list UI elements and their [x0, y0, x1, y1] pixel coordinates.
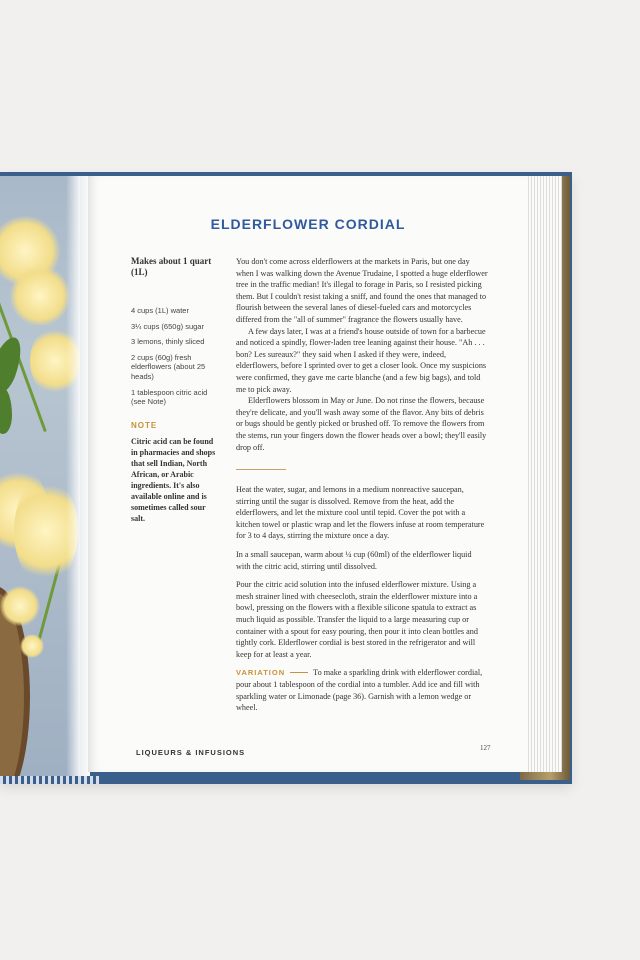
method-step: Heat the water, sugar, and lemons in a medium nonreactive saucepan, stirring until the sugar is dissolved. Remove from the heat, add the elderflowers, and let the mixture cool until tepid. Cover the pot with a kitchen towel or plastic wrap and let the flowers infuse at room temperature for 3 to 4 days, stirring the mixture once a day.: [236, 485, 485, 541]
elderflower-cluster: [20, 634, 44, 658]
variation-rule: [290, 672, 308, 673]
recipe-body: [236, 256, 488, 714]
ingredient-item: 3 lemons, thinly sliced: [131, 337, 205, 347]
recipe-yield: Makes about 1 quart (1L): [131, 256, 212, 277]
recipe-page: [88, 176, 528, 772]
recipe-title: ELDERFLOWER CORDIAL: [210, 216, 406, 232]
ingredient-item: 1 tablespoon citric acid (see Note): [131, 387, 208, 407]
cover-stripe: [0, 776, 100, 784]
footer-section-title: LIQUEURS & INFUSIONS: [136, 748, 246, 757]
page-block-edges: [526, 176, 562, 772]
page-number: 127: [480, 744, 491, 752]
book-gutter: [66, 176, 90, 776]
note-heading: NOTE: [131, 420, 158, 430]
ingredient-item: 2 cups (60g) fresh elderflowers (about 25 heads): [131, 352, 206, 381]
leaf-image: [0, 388, 12, 434]
ingredient-item: 4 cups (1L) water: [131, 306, 189, 315]
intro-paragraph: Elderflowers blossom in May or June. Do not rinse the flowers, because they're delicate, and you'll wash away some of the flavor. Any bits of debris or bugs should be gently picked or brushed off. To remove the flowers from the stems, run your fingers down the flower heads over a bowl; they'll easily drop off.: [236, 396, 487, 452]
method-step: In a small saucepan, warm about ¼ cup (60ml) of the elderflower liquid with the citric acid, stirring until dissolved.: [236, 550, 472, 571]
variation-paragraph: [236, 667, 488, 713]
ingredient-item: 3¼ cups (650g) sugar: [131, 321, 204, 331]
elderflower-cluster: [0, 586, 40, 626]
method-step: Pour the citric acid solution into the infused elderflower mixture. Using a mesh strainer lined with cheesecloth, strain the elderflower mixture into a bowl, pressing on the flowers with a flexible silicone spatula to extract as much liquid as possible. Transfer the liquid to a large measuring cup or container with a spout for easy pouring, then pour it into clean bottles and tightly cork. Elderflower cordial is best stored in the refrigerator and will keep for at least a year.: [236, 580, 478, 659]
elderflower-cluster: [10, 266, 70, 326]
variation-text: To make a sparkling drink with elderflower cordial, pour about 1 tablespoon of the cordial into a tumbler. Add ice and fill with sparkling water or Limonade (page 36). Garnish with a lemon wedge or wheel.: [236, 668, 483, 713]
variation-heading: VARIATION: [236, 668, 286, 678]
ingredients-sidebar: [131, 256, 217, 524]
section-divider: [236, 469, 286, 470]
intro-paragraph: You don't come across elderflowers at the markets in Paris, but one day when I was walking down the Avenue Trudaine, I spotted a huge elderflower tree in the traffic median! It's illegal to forage in Paris, so I resisted picking them. But I couldn't resist taking a sniff, and found the ones that managed to flourish between the several lanes of diesel-fueled cars and motorcycles differed from the "all of summer" fragrance the flowers usually have.: [236, 257, 488, 324]
intro-paragraph: A few days later, I was at a friend's house outside of town for a barbecue and noticed a spindly, flower-laden tree leaning against their house. "Ah . . . bon? Les sureaux?" they said when I asked if they were, indeed, elderflowers, before I sprinted over to get a closer look. Once my suspicions were confirmed, they gave me carte blanche (and a few big bags), and told me to pick away.: [236, 326, 487, 394]
note-text: Citric acid can be found in pharmacies and shops that sell Indian, North African, or Arabic ingredients. It's also available online and is sometimes called sour salt.: [131, 436, 216, 523]
